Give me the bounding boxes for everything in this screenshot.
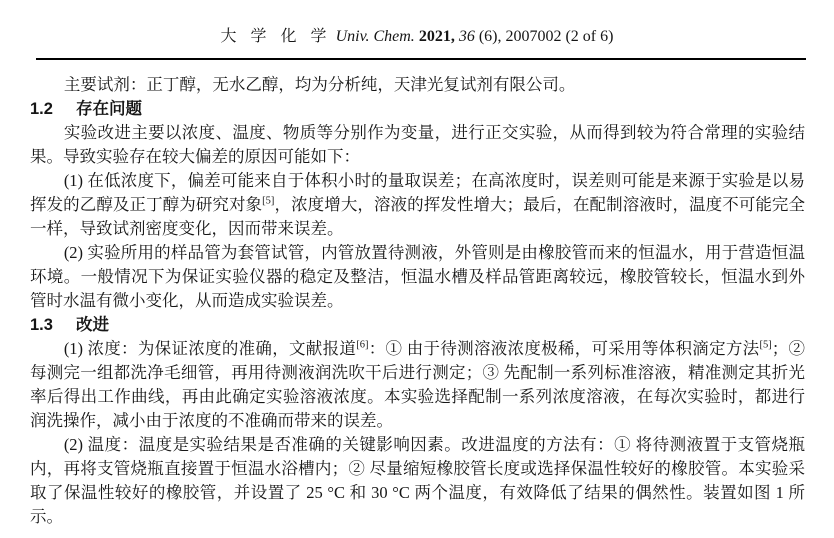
section-heading-1-3: [30, 313, 805, 337]
journal-name-cn: 大 学 化 学: [220, 28, 332, 45]
journal-name-en: Univ. Chem.: [335, 28, 415, 45]
paragraph-problem-1: [30, 169, 805, 241]
journal-issue-pages: (6), 2007002 (2 of 6): [478, 28, 614, 45]
section-heading-1-2: [30, 97, 805, 121]
reference-citation-6: [6]: [356, 339, 369, 351]
journal-volume: 36: [458, 28, 475, 45]
reference-citation-5: [5]: [262, 195, 275, 207]
section-number: 1.2: [30, 100, 53, 118]
paragraph-improve-1-text: (1) 浓度：为保证浓度的准确，文献报道: [63, 339, 357, 358]
paragraph-problem-1-text-cont: ，浓度增大，溶液的挥发性增大；最后，在配制溶液时，温度不可能完全一样，导致试剂密度变化，因而带来误差。: [30, 195, 806, 238]
paragraph-improve-1: [30, 337, 805, 433]
paragraph-improve-2: (2) 温度：温度是实验结果是否准确的关键影响因素。改进温度的方法有：① 将待测液置于支管烧瓶内，再将支管烧瓶直接置于恒温水浴槽内；② 尽量缩短橡胶管长度或选择保温性较好的橡胶管。本实验采取了保温性较好的橡胶管，并设置了 25 °C 和 30 °C 两个温度，有效降低了结果的偶然性。装置如图 1 所示。: [30, 435, 805, 526]
paragraph-intro: 实验改进主要以浓度、温度、物质等分别作为变量，进行正交实验，从而得到较为符合常理的实验结果。导致实验存在较大偏差的原因可能如下：: [30, 123, 805, 166]
paragraph-reagents: 主要试剂：正丁醇，无水乙醇，均为分析纯，天津光复试剂有限公司。: [63, 75, 576, 94]
article-body: [0, 60, 834, 529]
section-number: 1.3: [30, 316, 53, 334]
reference-citation-5: [5]: [759, 339, 772, 351]
paragraph-improve-1-text-end: ；② 每测完一组都洗净毛细管，再用待测液润洗吹干后进行测定；③ 先配制一系列标准溶液，精准测定其折光率后得出工作曲线，再由此确定实验溶液浓度。本实验选择配制一系列浓度溶液，在每次实验时，都进行润洗操作，减小由于浓度的不准确而带来的误差。: [30, 339, 806, 430]
paragraph-improve-1-text-cont: ：① 由于待测溶液浓度极稀，可采用等体积滴定方法: [368, 339, 760, 358]
paragraph-problem-2: (2) 实验所用的样品管为套管试管，内管放置待测液，外管则是由橡胶管而来的恒温水，用于营造恒温环境。一般情况下为保证实验仪器的稳定及整洁，恒温水槽及样品管距离较远，橡胶管较长，恒温水到外管时水温有微小变化，从而造成实验误差。: [30, 243, 805, 310]
journal-year: 2021,: [418, 28, 455, 45]
journal-header: [0, 0, 834, 47]
section-title: 改进: [76, 316, 110, 334]
paragraph-problem-1-text: (1) 在低浓度下，偏差可能来自于体积小时的量取误差；在高浓度时，误差则可能是来源于实验是以易挥发的乙醇及正丁醇为研究对象: [30, 171, 805, 214]
section-title: 存在问题: [76, 100, 143, 118]
